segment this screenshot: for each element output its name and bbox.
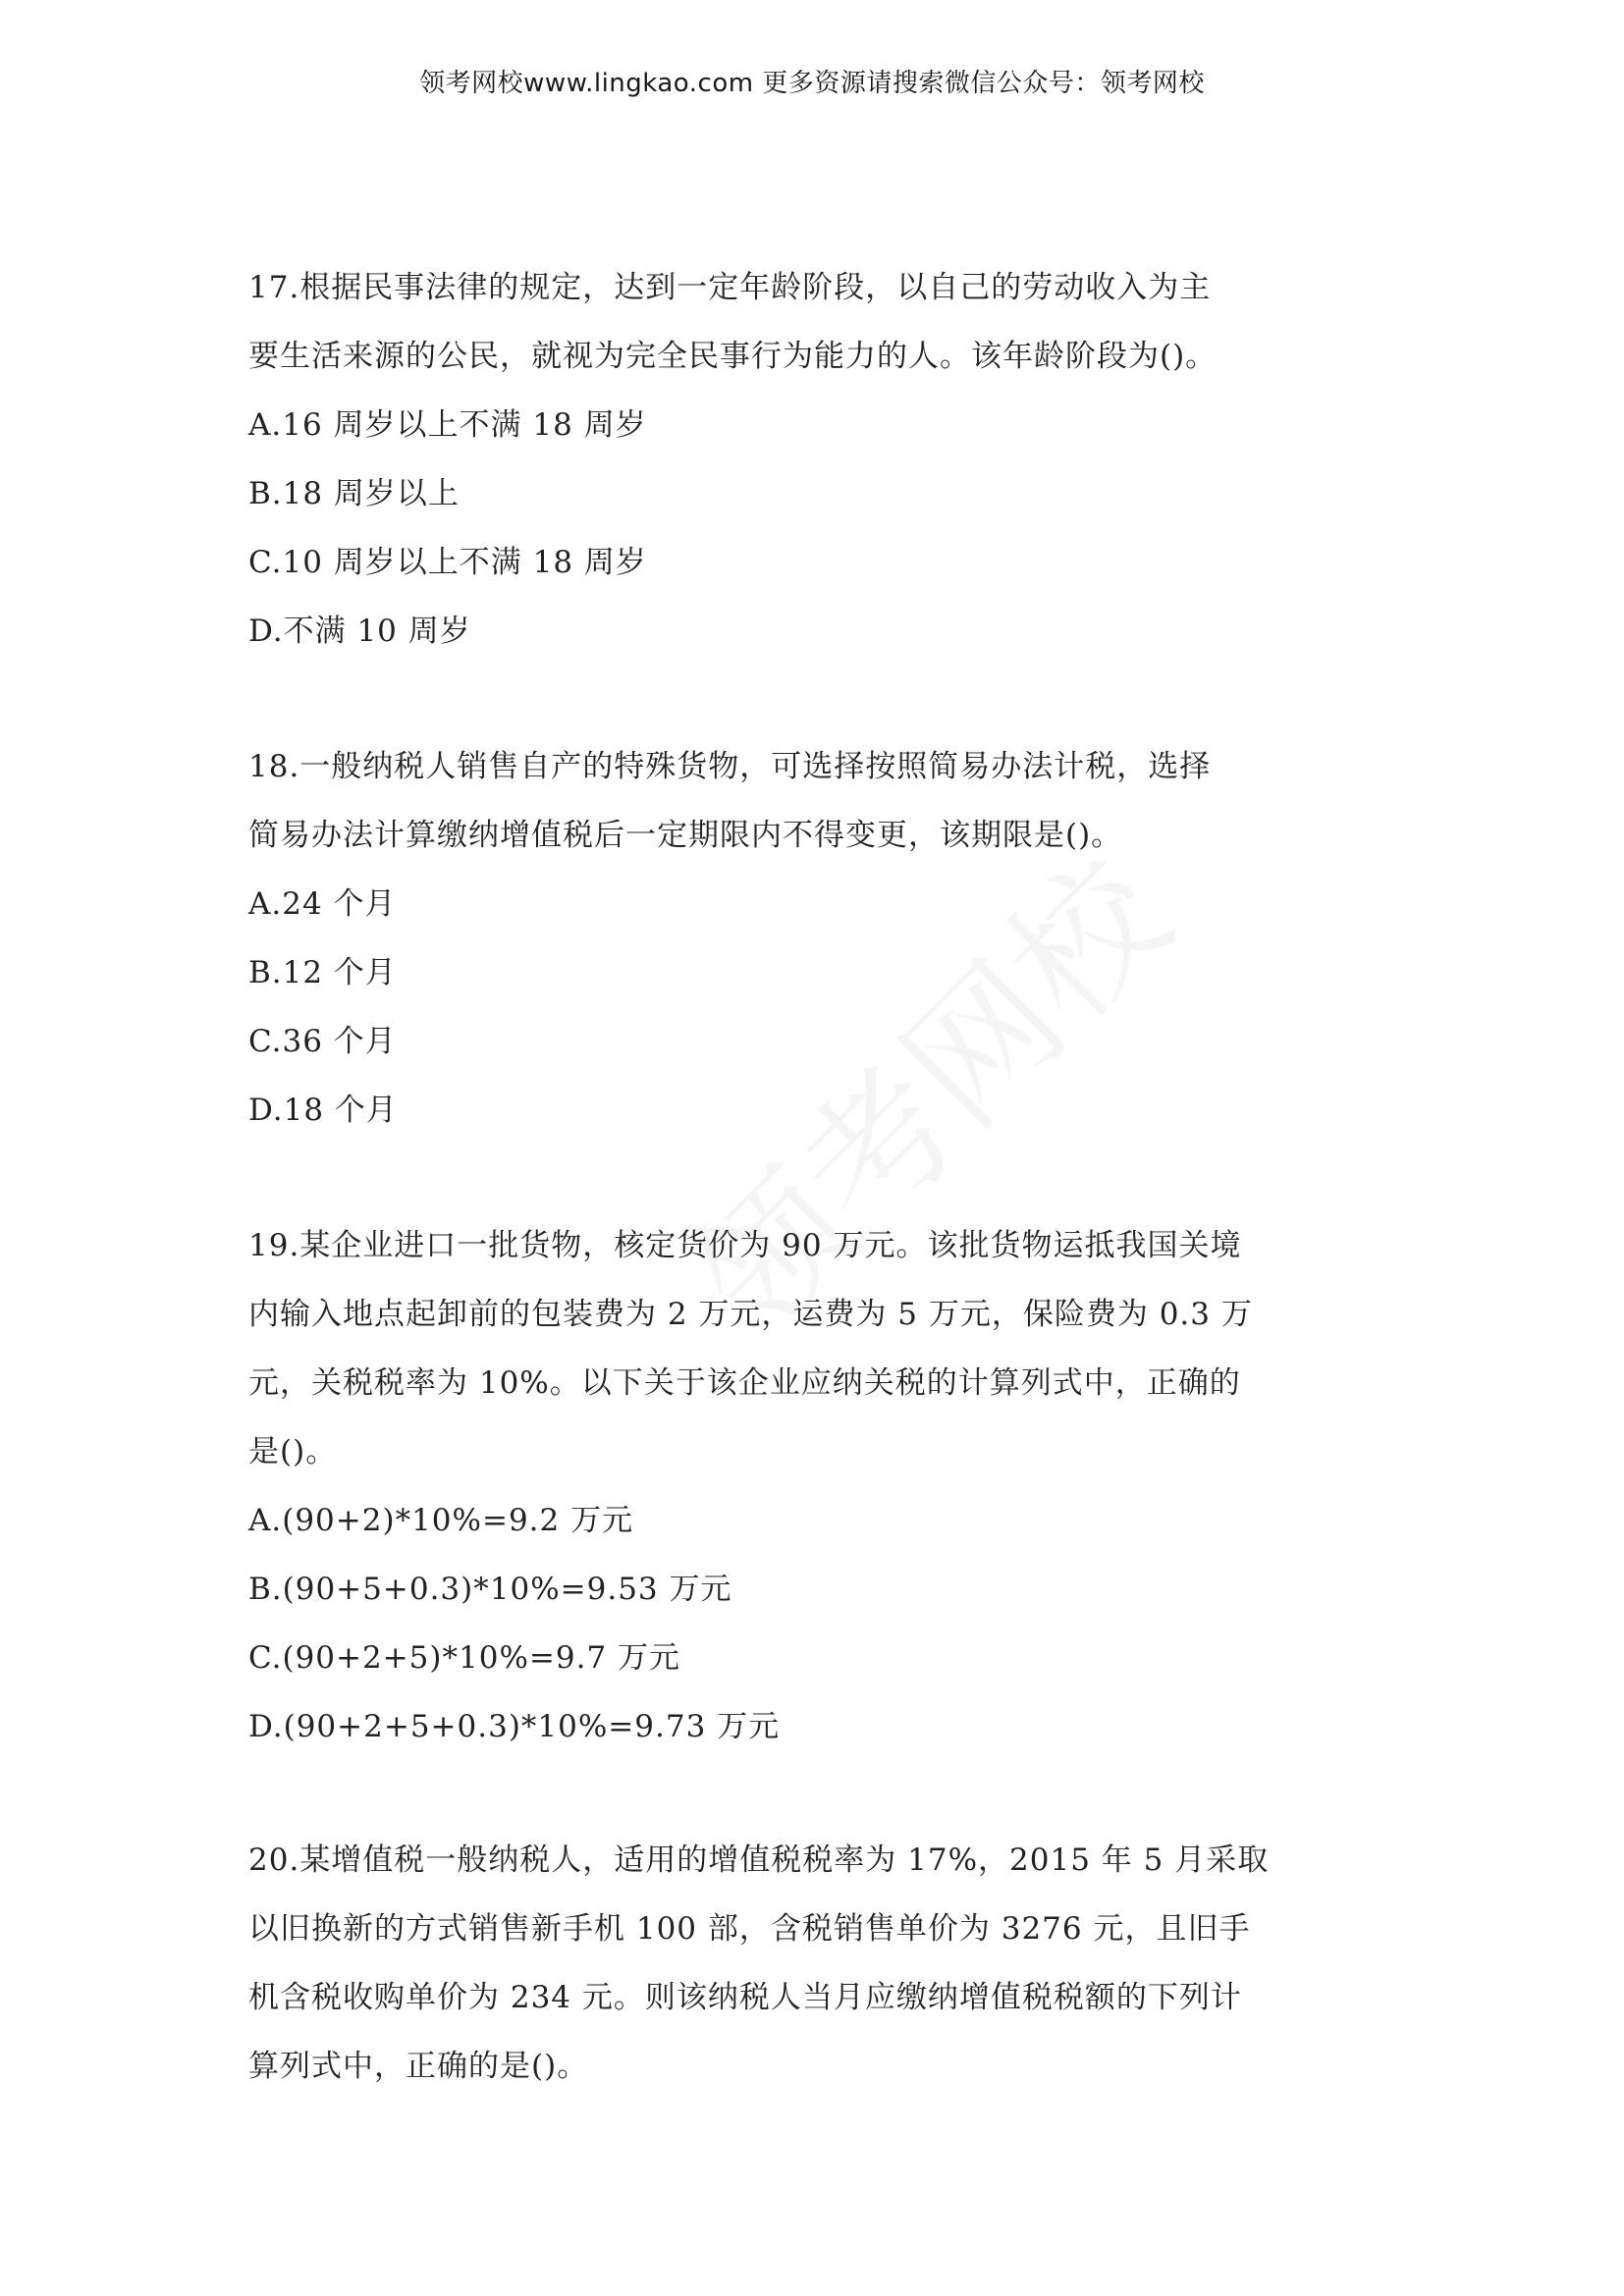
option-a: A.24 个月: [248, 886, 397, 922]
question-text: 简易办法计算缴纳增值税后一定期限内不得变更，该期限是()。: [248, 818, 1123, 853]
question-text: 算列式中，正确的是()。: [248, 2049, 589, 2084]
question-text: 19.某企业进口一批货物，核定货价为 90 万元。该批货物运抵我国关境: [248, 1228, 1242, 1263]
option-b: B.18 周岁以上: [248, 476, 460, 511]
option-c: C.(90+2+5)*10%=9.7 万元: [248, 1640, 681, 1676]
option-d: D.(90+2+5+0.3)*10%=9.73 万元: [248, 1709, 781, 1744]
question-text: 机含税收购单价为 234 元。则该纳税人当月应缴纳增值税税额的下列计: [248, 1980, 1242, 2015]
question-text: 要生活来源的公民，就视为完全民事行为能力的人。该年龄阶段为()。: [248, 339, 1218, 374]
question-18: [248, 732, 1338, 1145]
question-text: 是()。: [248, 1434, 338, 1469]
question-17: [248, 253, 1338, 666]
question-text: 元，关税税率为 10%。以下关于该企业应纳关税的计算列式中，正确的: [248, 1365, 1241, 1401]
option-c: C.36 个月: [248, 1024, 397, 1059]
question-text: 以旧换新的方式销售新手机 100 部，含税销售单价为 3276 元，且旧手: [248, 1911, 1251, 1947]
question-text: 18.一般纳税人销售自产的特殊货物，可选择按照简易办法计税，选择: [248, 749, 1212, 784]
question-text: 内输入地点起卸前的包装费为 2 万元，运费为 5 万元，保险费为 0.3 万: [248, 1297, 1253, 1332]
question-text: 17.根据民事法律的规定，达到一定年龄阶段，以自己的劳动收入为主: [248, 270, 1212, 305]
question-text: 20.某增值税一般纳税人，适用的增值税税率为 17%，2015 年 5 月采取: [248, 1842, 1270, 1878]
option-b: B.12 个月: [248, 955, 397, 990]
option-b: B.(90+5+0.3)*10%=9.53 万元: [248, 1572, 732, 1607]
question-19: [248, 1211, 1338, 1761]
option-c: C.10 周岁以上不满 18 周岁: [248, 545, 647, 580]
option-d: D.不满 10 周岁: [248, 614, 471, 649]
option-a: A.16 周岁以上不满 18 周岁: [248, 407, 647, 443]
question-20: [248, 1826, 1338, 2101]
option-d: D.18 个月: [248, 1093, 398, 1128]
option-a: A.(90+2)*10%=9.2 万元: [248, 1503, 634, 1538]
page-header: 领考网校www.lingkao.com 更多资源请搜索微信公众号：领考网校: [419, 69, 1205, 98]
